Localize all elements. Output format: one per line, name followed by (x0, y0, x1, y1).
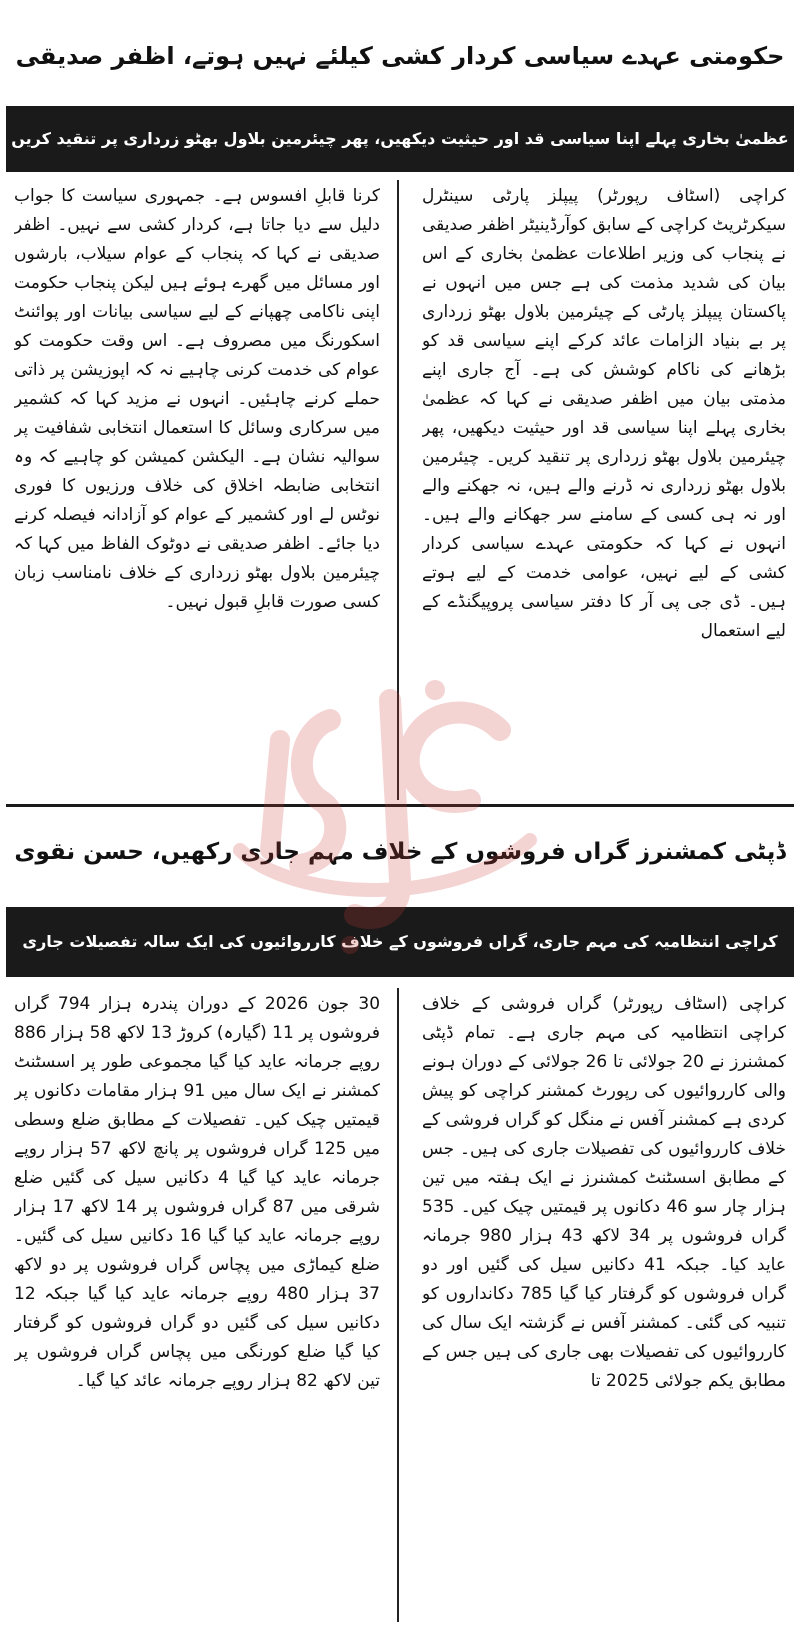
article1-headline: حکومتی عہدے سیاسی کردار کشی کیلئے نہیں ہوتے، اظفر صدیقی (15, 42, 785, 70)
article2-column-right (422, 990, 786, 1620)
article1-column-left (14, 182, 380, 798)
article2-text-right: کراچی (اسٹاف رپورٹر) گراں فروشی کے خلاف کراچی انتظامیہ کی مہم جاری ہے۔ تمام ڈپٹی کمشنرز نے 20 جولائی تا 26 جولائی کے دوران ہونے والی کارروائیوں کی رپورٹ کمشنر کراچی کو پیش کردی ہے کمشنر آفس نے منگل کو گراں فروشی کے خلاف کارروائیوں کی تفصیلات جاری کی ہیں۔ جس کے مطابق اسسٹنٹ کمشنرز نے ایک ہفتہ میں تین ہزار چار سو 46 دکانوں پر قیمتیں چیک کیں۔ 535 گراں فروشوں پر 34 لاکھ 43 ہزار 980 جرمانہ عاید کیا۔ جبکہ 41 دکانیں سیل کی گئیں اور دو گراں فروشوں کو گرفتار کیا گیا 785 دکانداروں کو تنبیہ کی گئی۔ کمشنر آفس نے گزشتہ ایک سال کی کارروائیوں کی تفصیلات بھی جاری کی ہیں جس کے مطابق یکم جولائی 2025 تا (422, 994, 786, 1391)
article2-headline: ڈپٹی کمشنرز گراں فروشوں کے خلاف مہم جاری رکھیں، حسن نقوی (14, 839, 786, 865)
article1-text-right: کراچی (اسٹاف رپورٹر) پیپلز پارٹی سینٹرل سیکرٹریٹ کراچی کے سابق کوآرڈینیٹر اظفر صدیقی نے پنجاب کی وزیر اطلاعات عظمیٰ بخاری کے اس بیان کی شدید مذمت کی ہے جس میں انہوں نے پاکستان پیپلز پارٹی کے چیئرمین بلاول بھٹو زرداری پر بے بنیاد الزامات عائد کرکے اپنے سیاسی قد کو بڑھانے کی ناکام کوشش کی ہے۔ آج جاری اپنے مذمتی بیان میں اظفر صدیقی نے کہا کہ عظمیٰ بخاری پہلے اپنا سیاسی قد اور حیثیت دیکھیں، پھر چیئرمین بلاول بھٹو زرداری پر تنقید کریں۔ چیئرمین بلاول بھٹو زرداری نہ ڈرنے والے ہیں، نہ جھکنے والے اور نہ ہی کسی کے سامنے سر جھکانے والے ہیں۔ انہوں نے کہا کہ حکومتی عہدے سیاسی کردار کشی کے لیے نہیں، عوامی خدمت کے لیے ہوتے ہیں۔ ڈی جی پی آر کا دفتر سیاسی پروپیگنڈے کے لیے استعمال (422, 186, 786, 641)
column-divider (397, 988, 399, 1622)
article1-text-left: کرنا قابلِ افسوس ہے۔ جمہوری سیاست کا جواب دلیل سے دیا جاتا ہے، کردار کشی سے نہیں۔ اظفر صدیقی نے کہا کہ پنجاب کے عوام سیلاب، بارشوں اور مسائل میں گھرے ہوئے ہیں لیکن پنجاب حکومت اپنی ناکامی چھپانے کے لیے سیاسی بیانات اور پوائنٹ اسکورنگ میں مصروف ہے۔ اس وقت حکومت کو عوام کی خدمت کرنی چاہیے نہ کہ اپوزیشن پر ذاتی حملے کرنے چاہئیں۔ انہوں نے مزید کہا کہ کشمیر میں سرکاری وسائل کا استعمال انتخابی شفافیت پر سوالیہ نشان ہے۔ الیکشن کمیشن کو چاہیے کہ وہ انتخابی ضابطہ اخلاق کی خلاف ورزیوں کا فوری نوٹس لے اور کشمیر کے عوام کو آزادانہ فیصلہ کرنے دیا جائے۔ اظفر صدیقی نے دوٹوک الفاظ میں کہا کہ چیئرمین بلاول بھٹو زرداری کے خلاف نامناسب زبان کسی صورت قابلِ قبول نہیں۔ (14, 186, 380, 612)
article1-subheadline: عظمیٰ بخاری پہلے اپنا سیاسی قد اور حیثیت دیکھیں، پھر چیئرمین بلاول بھٹو زرداری پر تنقید کریں (6, 106, 794, 172)
article2-column-left (14, 990, 380, 1620)
article-separator (6, 804, 794, 807)
column-divider (397, 180, 399, 800)
article1-column-right (422, 182, 786, 798)
article2-text-left: 30 جون 2026 کے دوران پندرہ ہزار 794 گراں فروشوں پر 11 (گیارہ) کروڑ 13 لاکھ 58 ہزار 886 روپے جرمانہ عاید کیا گیا مجموعی طور پر اسسٹنٹ کمشنر نے ایک سال میں 91 ہزار مقامات دکانوں پر قیمتیں چیک کیں۔ تفصیلات کے مطابق ضلع وسطی میں 125 گراں فروشوں پر پانچ لاکھ 57 ہزار روپے جرمانہ عاید کیا گیا 4 دکانیں سیل کی گئیں ضلع شرقی میں 87 گراں فروشوں پر 14 لاکھ 17 ہزار روپے جرمانہ عاید کیا گیا 16 دکانیں سیل کی گئیں۔ ضلع کیماڑی میں پچاس گراں فروشوں پر دو لاکھ 37 ہزار 480 روپے جرمانہ عاید کیا گیا جبکہ 12 دکانیں سیل کی گئیں دو گراں فروشوں کو گرفتار کیا گیا ضلع کورنگی میں پچاس گراں فروشوں پر تین لاکھ 82 ہزار روپے جرمانہ عائد کیا گیا۔ (14, 994, 380, 1391)
article2-subheadline: کراچی انتظامیہ کی مہم جاری، گراں فروشوں کے خلاف کارروائیوں کی ایک سالہ تفصیلات جاری (6, 907, 794, 977)
